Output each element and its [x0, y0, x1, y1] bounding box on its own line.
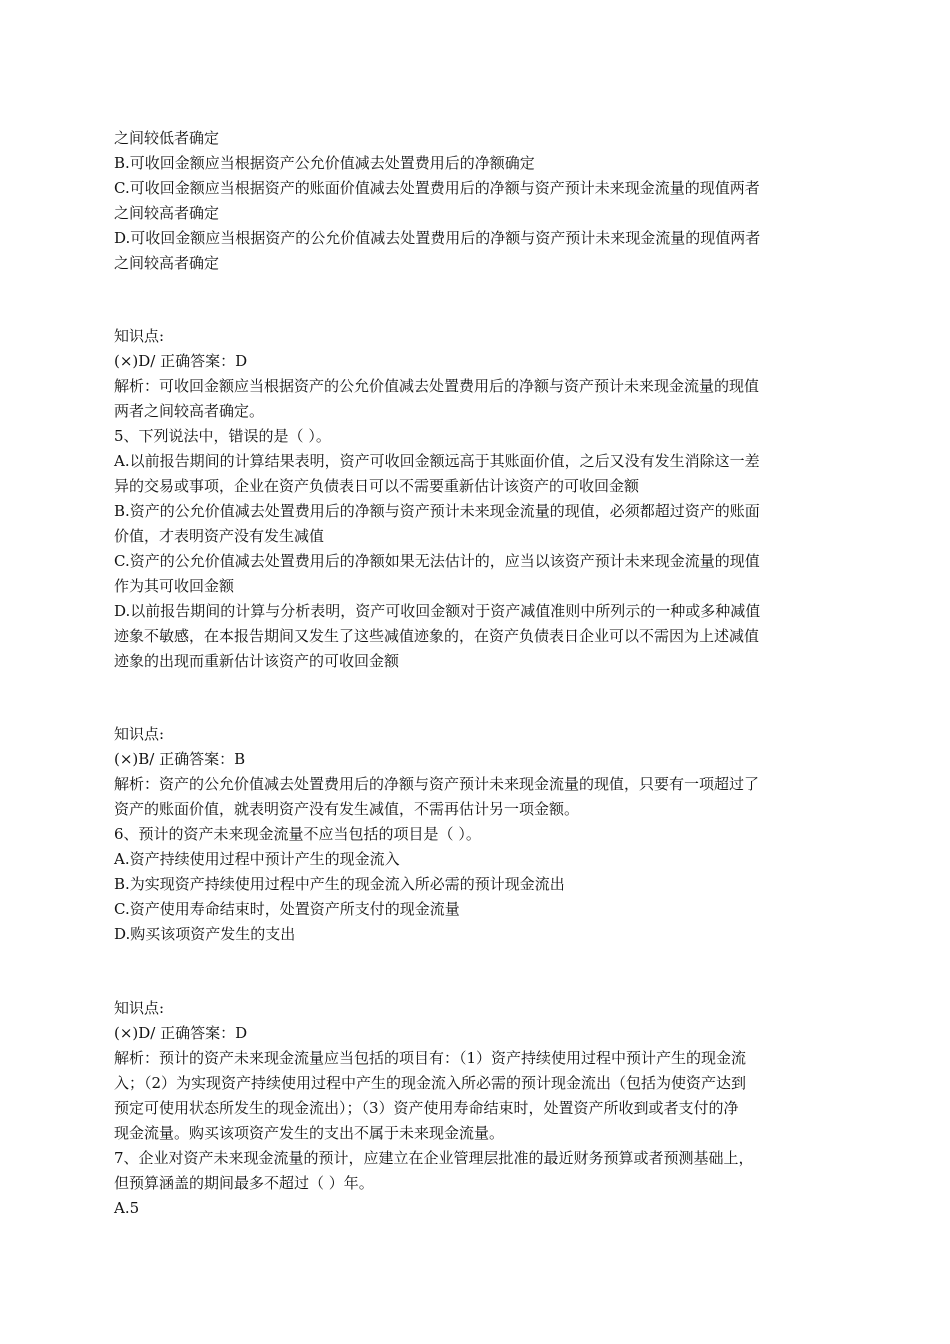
- q5-option-c-line-2: 作为其可收回金额: [114, 577, 235, 595]
- q5-answer-block: [114, 722, 838, 822]
- q7-question-line-2: 但预算涵盖的期间最多不超过（ ）年。: [114, 1174, 374, 1192]
- q5-option-a-line-2: 异的交易或事项，企业在资产负债表日可以不需要重新估计该资产的可收回金额: [114, 477, 640, 495]
- q5-option-b-line-2: 价值，才表明资产没有发生减值: [114, 527, 325, 545]
- q6-option-c: C.资产使用寿命结束时，处置资产所支付的现金流量: [114, 900, 460, 918]
- q5-option-d-line-1: D.以前报告期间的计算与分析表明，资产可收回金额对于资产减值准则中所列示的一种或多种减值: [114, 602, 761, 620]
- q6-option-d: D.购买该项资产发生的支出: [114, 925, 296, 943]
- q4-analysis-line-1: 解析：可收回金额应当根据资产的公允价值减去处置费用后的净额与资产预计未来现金流量的现值: [114, 377, 760, 395]
- q7-block: [114, 1146, 838, 1221]
- q4-option-d-line-2: 之间较高者确定: [114, 254, 220, 272]
- q5-block: [114, 424, 838, 674]
- q4-analysis-line-2: 两者之间较高者确定。: [114, 402, 265, 420]
- q7-option-a: A.5: [114, 1199, 140, 1217]
- q4-answer: (×)D/ 正确答案：D: [114, 352, 248, 370]
- q6-knowledge-label: 知识点:: [114, 999, 165, 1017]
- q5-option-a-line-1: A.以前报告期间的计算结果表明，资产可收回金额远高于其账面价值，之后又没有发生消除这一差: [114, 452, 760, 470]
- q6-analysis-line-3: 预定可使用状态所发生的现金流出）；（3）资产使用寿命结束时，处置资产所收到或者支付的净: [114, 1099, 739, 1117]
- q4-options: [114, 126, 838, 276]
- q5-option-c-line-1: C.资产的公允价值减去处置费用后的净额如果无法估计的，应当以该资产预计未来现金流量的现值: [114, 552, 760, 570]
- q4-option-c-line-2: 之间较高者确定: [114, 204, 220, 222]
- q6-analysis-line-1: 解析：预计的资产未来现金流量应当包括的项目有：（1）资产持续使用过程中预计产生的现金流: [114, 1049, 747, 1067]
- q4-option-d-line-1: D.可收回金额应当根据资产的公允价值减去处置费用后的净额与资产预计未来现金流量的现值两者: [114, 229, 761, 247]
- q4-option-c-line-1: C.可收回金额应当根据资产的账面价值减去处置费用后的净额与资产预计未来现金流量的现值两者: [114, 179, 760, 197]
- q6-analysis-line-2: 入；（2）为实现资产持续使用过程中产生的现金流入所必需的预计现金流出（包括为使资产达到: [114, 1074, 747, 1092]
- q6-answer: (×)D/ 正确答案：D: [114, 1024, 248, 1042]
- q5-option-d-line-2: 迹象不敏感，在本报告期间又发生了这些减值迹象的，在资产负债表日企业可以不需因为上述减值: [114, 627, 760, 645]
- q6-question: 6、预计的资产未来现金流量不应当包括的项目是（ ）。: [114, 825, 481, 843]
- q4-option-b: B.可收回金额应当根据资产公允价值减去处置费用后的净额确定: [114, 154, 535, 172]
- q4-knowledge-label: 知识点:: [114, 327, 165, 345]
- q5-analysis-line-1: 解析：资产的公允价值减去处置费用后的净额与资产预计未来现金流量的现值，只要有一项超过了: [114, 775, 760, 793]
- q6-answer-block: [114, 996, 838, 1146]
- q6-option-b: B.为实现资产持续使用过程中产生的现金流入所必需的预计现金流出: [114, 875, 565, 893]
- q5-option-b-line-1: B.资产的公允价值减去处置费用后的净额与资产预计未来现金流量的现值，必须都超过资产的账面: [114, 502, 760, 520]
- q4-answer-block: [114, 324, 838, 424]
- q7-question-line-1: 7、企业对资产未来现金流量的预计，应建立在企业管理层批准的最近财务预算或者预测基础上，: [114, 1149, 754, 1167]
- q4-option-a-tail: 之间较低者确定: [114, 129, 220, 147]
- q6-block: [114, 822, 838, 947]
- q6-analysis-line-4: 现金流量。购买该项资产发生的支出不属于未来现金流量。: [114, 1124, 505, 1142]
- q5-answer: (×)B/ 正确答案：B: [114, 750, 246, 768]
- q5-analysis-line-2: 资产的账面价值，就表明资产没有发生减值，不需再估计另一项金额。: [114, 800, 580, 818]
- q5-option-d-line-3: 迹象的出现而重新估计该资产的可收回金额: [114, 652, 400, 670]
- q5-question: 5、下列说法中，错误的是（ ）。: [114, 427, 331, 445]
- q5-knowledge-label: 知识点:: [114, 725, 165, 743]
- q6-option-a: A.资产持续使用过程中预计产生的现金流入: [114, 850, 400, 868]
